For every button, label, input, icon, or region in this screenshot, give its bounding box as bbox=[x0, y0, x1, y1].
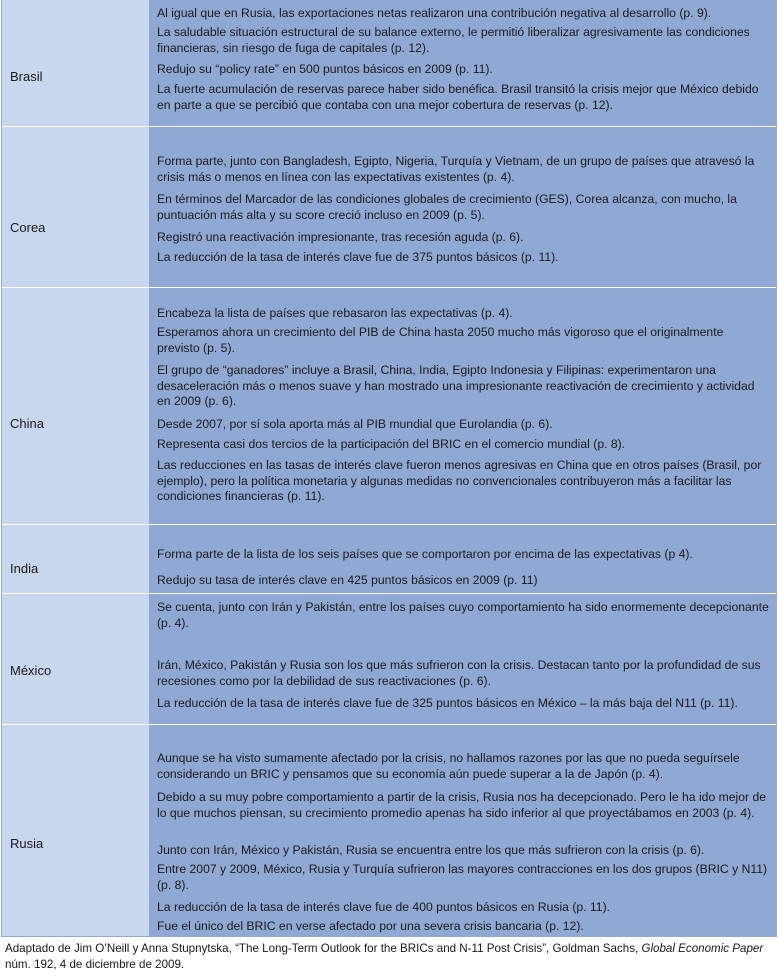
footnote-publication: Global Economic Paper bbox=[641, 942, 764, 955]
row-separator bbox=[2, 724, 776, 725]
note-item: Fue el único del BRIC en verse afectado por una severa crisis bancaria (p. 12). bbox=[157, 919, 584, 933]
row-separator bbox=[2, 287, 776, 288]
note-item: Junto con Irán, México y Pakistán, Rusia se encuentra entre los que más sufrieron con la crisis (p. 6). bbox=[157, 843, 705, 857]
note-item: Al igual que en Rusia, las exportaciones netas realizaron una contribución negativa al desarrollo (p. 9). bbox=[157, 6, 712, 20]
note-item: El grupo de “ganadores” incluye a Brasil, China, India, Egipto Indonesia y Filipinas: experimentaron una desaceleración más o menos suave y han mostrado una impresionante reactivación de crecimiento y actividad en 2009 (p. 6). bbox=[157, 363, 755, 408]
footnote-text: Adaptado de Jim O’Neill y Anna Stupnytska, “The Long-Term Outlook for the BRICs and N-11 Post Crisis”, Goldman Sachs, bbox=[5, 942, 642, 955]
note-item: Entre 2007 y 2009, México, Rusia y Turquía sufrieron las mayores contracciones en los dos grupos (BRIC y N11) (p. 8). bbox=[157, 862, 768, 892]
country-label-mexico: México bbox=[10, 663, 52, 678]
note-item: Debido a su muy pobre comportamiento a partir de la crisis, Rusia nos ha decepcionado. Pero le ha ido mejor de lo que muchos piensan, su crecimiento promedio apenas ha sido inferior al que proyectábamos en 2003 (p. 4). bbox=[157, 790, 767, 820]
country-column bbox=[2, 0, 149, 936]
footnote-issue: núm. 192, 4 de diciembre de 2009. bbox=[5, 958, 185, 971]
country-label-china: China bbox=[10, 416, 44, 431]
row-separator bbox=[2, 593, 776, 594]
note-item: Desde 2007, por sí sola aporta más al PIB mundial que Eurolandia (p. 6). bbox=[157, 417, 553, 431]
note-item: Esperamos ahora un crecimiento del PIB de China hasta 2050 mucho más vigoroso que el originalmente previsto (p. 5). bbox=[157, 325, 724, 355]
country-label-corea: Corea bbox=[10, 220, 46, 235]
note-item: La reducción de la tasa de interés clave fue de 400 puntos básicos en Rusia (p. 11). bbox=[157, 900, 611, 914]
note-item: Representa casi dos tercios de la participación del BRIC en el comercio mundial (p. 8). bbox=[157, 437, 626, 451]
note-item: La reducción de la tasa de interés clave fue de 375 puntos básicos (p. 11). bbox=[157, 250, 559, 264]
source-footnote bbox=[5, 941, 775, 973]
note-item: Las reducciones en las tasas de interés clave fueron menos agresivas en China que en otros países (Brasil, por ejemplo), pero la política monetaria y algunas medidas no convencionales contribuyeron más a facilitar las condiciones financieras (p. 11). bbox=[157, 458, 762, 503]
note-item: Forma parte de la lista de los seis países que se comportaron por encima de las expectativas (p 4). bbox=[157, 547, 693, 561]
note-item: Forma parte, junto con Bangladesh, Egipto, Nigeria, Turquía y Vietnam, de un grupo de países que atravesó la crisis más o menos en línea con las expectativas existentes (p. 4). bbox=[157, 154, 755, 184]
note-item: Redujo su tasa de interés clave en 425 puntos básicos en 2009 (p. 11) bbox=[157, 573, 538, 587]
country-label-india: India bbox=[10, 561, 39, 576]
note-item: Encabeza la lista de países que rebasaron las expectativas (p. 4). bbox=[157, 306, 513, 320]
note-item: La fuerte acumulación de reservas parece haber sido benéfica. Brasil transitó la crisis mejor que México debido en parte a que se percibió que contaba con una mejor cobertura de reservas (p. 12). bbox=[157, 82, 759, 112]
note-item: En términos del Marcador de las condiciones globales de crecimiento (GES), Corea alcanza, con mucho, la puntuación más alta y su score creció incluso en 2009 (p. 5). bbox=[157, 192, 737, 222]
country-label-rusia: Rusia bbox=[10, 836, 44, 851]
note-item: Irán, México, Pakistán y Rusia son los que más sufrieron con la crisis. Destacan tanto por la profundidad de sus recesiones como por la debilidad de sus reactivaciones (p. 6). bbox=[157, 658, 761, 688]
note-item: Aunque se ha visto sumamente afectado por la crisis, no hallamos razones por las que no pueda seguírsele considerando un BRIC y pensamos que su economía aún puede superar a la de Japón (p. 4). bbox=[157, 751, 740, 781]
row-separator bbox=[2, 126, 776, 127]
note-item: Redujo su “policy rate” en 500 puntos básicos en 2009 (p. 11). bbox=[157, 62, 493, 76]
note-item: La reducción de la tasa de interés clave fue de 325 puntos básicos en México – la más baja del N11 (p. 11). bbox=[157, 696, 738, 710]
row-separator bbox=[2, 524, 776, 525]
note-item: Registró una reactivación impresionante, tras recesión aguda (p. 6). bbox=[157, 230, 524, 244]
note-item: Se cuenta, junto con Irán y Pakistán, entre los países cuyo comportamiento ha sido enormemente decepcionante (p. 4). bbox=[157, 600, 769, 630]
note-item: La saludable situación estructural de su balance externo, le permitió liberalizar agresivamente las condiciones financieras, sin riesgo de fuga de capitales (p. 12). bbox=[157, 25, 750, 55]
country-label-brasil: Brasil bbox=[10, 69, 43, 84]
